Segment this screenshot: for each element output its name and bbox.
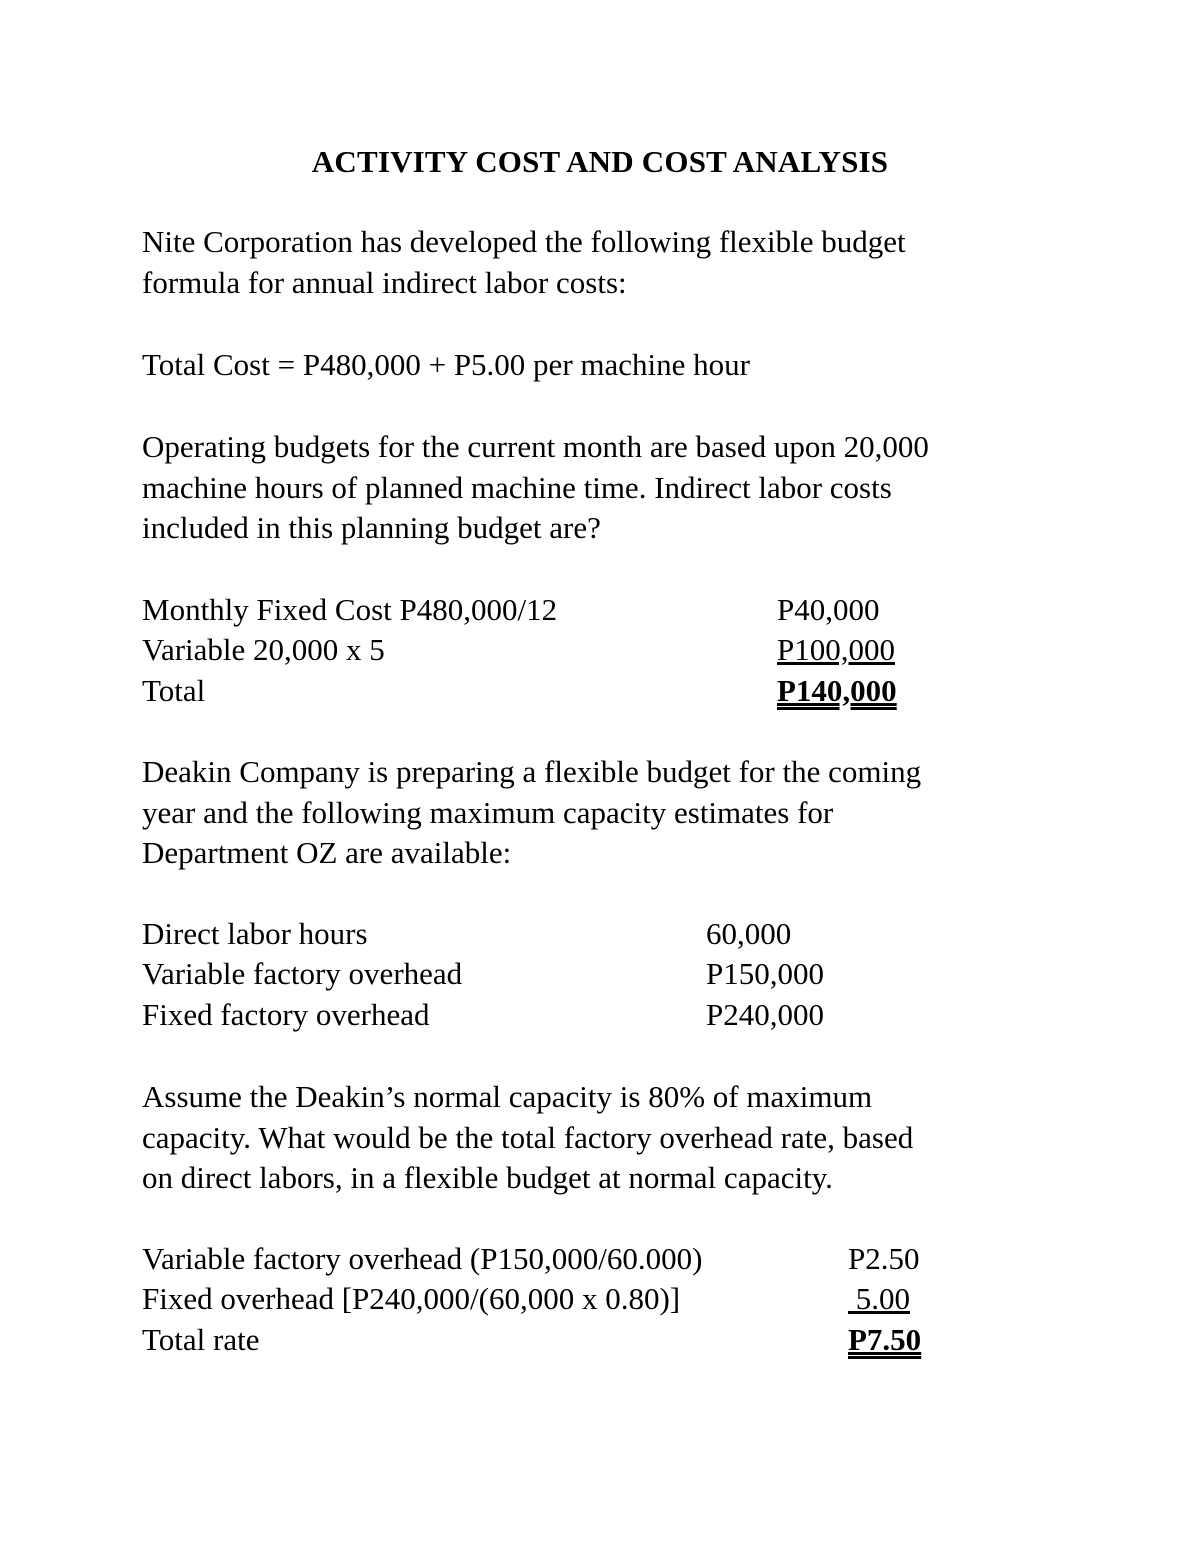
row-value: P100,000: [777, 632, 895, 667]
problem2-question-line: Assume the Deakin’s normal capacity is 80% of maximum: [142, 1079, 873, 1114]
problem1-question-line: machine hours of planned machine time. Indirect labor costs: [142, 469, 892, 505]
row-label: Variable factory overhead (P150,000/60.000): [142, 1241, 703, 1276]
estimate-value: 60,000: [706, 916, 792, 951]
row-label: Monthly Fixed Cost P480,000/12: [142, 592, 558, 627]
total-value: P7.50: [848, 1322, 922, 1357]
problem1-formula: [142, 345, 1062, 386]
problem2-question-line: on direct labors, in a flexible budget at normal capacity.: [142, 1160, 833, 1195]
document-title: ACTIVITY COST AND COST ANALYSIS: [311, 144, 889, 179]
problem2-intro-line: Department OZ are available:: [142, 835, 512, 870]
row-value: P2.50: [848, 1241, 920, 1276]
row-label: Variable 20,000 x 5: [142, 632, 385, 667]
estimate-label: Direct labor hours: [142, 916, 368, 951]
row-label: Fixed overhead [P240,000/(60,000 x 0.80)]: [142, 1281, 681, 1316]
problem2-intro-line: year and the following maximum capacity estimates for: [142, 794, 834, 830]
estimate-label: Fixed factory overhead: [142, 997, 430, 1032]
problem2-question-line: capacity. What would be the total factory overhead rate, based: [142, 1119, 914, 1155]
row-label: Total rate: [142, 1322, 260, 1357]
row-value: 5.00: [848, 1281, 910, 1316]
problem2-intro-line: Deakin Company is preparing a flexible budget for the coming: [142, 754, 922, 789]
row-label: Total: [142, 673, 206, 708]
row-value: P40,000: [777, 592, 880, 627]
total-value: P140,000: [777, 673, 897, 708]
problem1-intro: [142, 222, 1062, 303]
problem2-intro: [142, 752, 1062, 874]
estimate-value: P150,000: [706, 956, 824, 991]
problem1-question-line: Operating budgets for the current month are based upon 20,000: [142, 429, 929, 464]
formula-text: Total Cost = P480,000 + P5.00 per machine hour: [142, 347, 750, 382]
problem2-question: [142, 1077, 1062, 1199]
problem1-question: [142, 427, 1062, 549]
problem1-intro-line: formula for annual indirect labor costs:: [142, 264, 627, 300]
problem1-question-line: included in this planning budget are?: [142, 510, 601, 545]
estimate-label: Variable factory overhead: [142, 956, 463, 991]
problem1-intro-line: Nite Corporation has developed the following flexible budget: [142, 224, 906, 259]
estimate-value: P240,000: [706, 997, 824, 1032]
